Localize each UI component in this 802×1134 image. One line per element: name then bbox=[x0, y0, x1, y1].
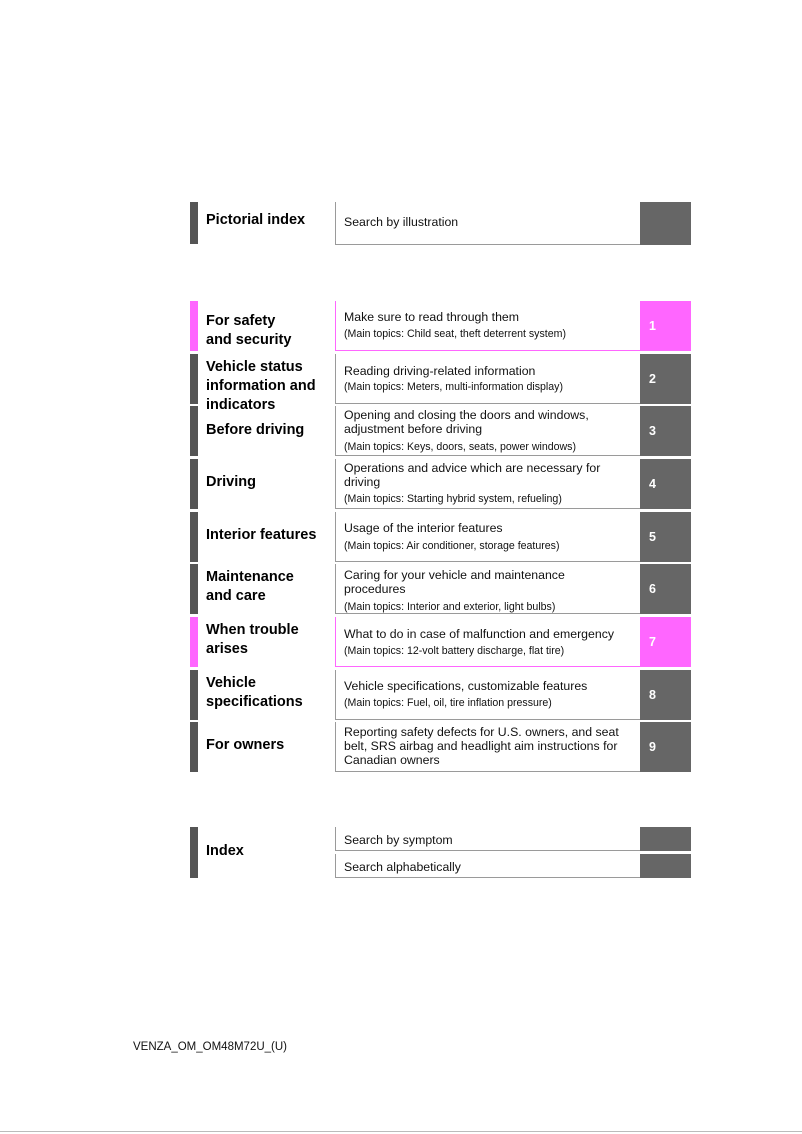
chapter-description: Caring for your vehicle and maintenance procedures bbox=[344, 568, 565, 596]
chapter-tab-9[interactable]: 9 bbox=[640, 722, 691, 772]
chapter-description-box[interactable] bbox=[335, 564, 640, 614]
chapter-main-topics: (Main topics: Starting hybrid system, refueling) bbox=[344, 493, 562, 505]
chapter-main-topics: (Main topics: Keys, doors, seats, power windows) bbox=[344, 441, 576, 453]
chapter-bar bbox=[190, 406, 198, 456]
index-tab-alphabetical[interactable] bbox=[640, 854, 691, 878]
chapter-description-box[interactable] bbox=[335, 301, 640, 351]
chapter-bar bbox=[190, 617, 198, 667]
chapter-description: Reporting safety defects for U.S. owners, and seat belt, SRS airbag and headlight aim instructions for Canadian owners bbox=[344, 725, 619, 767]
chapter-tab-8[interactable]: 8 bbox=[640, 670, 691, 720]
chapter-tab-1[interactable]: 1 bbox=[640, 301, 691, 351]
chapter-bar bbox=[190, 301, 198, 351]
chapter-title[interactable]: When trouble arises bbox=[206, 622, 299, 657]
chapter-description: What to do in case of malfunction and emergency bbox=[344, 627, 614, 641]
chapter-bar bbox=[190, 564, 198, 614]
chapter-tab-2[interactable]: 2 bbox=[640, 354, 691, 404]
chapter-title[interactable]: Maintenance and care bbox=[206, 569, 294, 604]
chapter-description-box[interactable] bbox=[335, 406, 640, 456]
chapter-description: Reading driving-related information bbox=[344, 364, 536, 378]
chapter-description-box[interactable] bbox=[335, 512, 640, 562]
chapter-bar bbox=[190, 354, 198, 404]
chapter-tab-5[interactable]: 5 bbox=[640, 512, 691, 562]
chapter-tab-3[interactable]: 3 bbox=[640, 406, 691, 456]
pictorial-index-title[interactable]: Pictorial index bbox=[206, 212, 306, 228]
chapter-main-topics: (Main topics: Interior and exterior, light bulbs) bbox=[344, 601, 556, 613]
index-item-symptom[interactable] bbox=[335, 827, 640, 851]
pictorial-index-box[interactable] bbox=[335, 202, 640, 245]
chapter-tab-6[interactable]: 6 bbox=[640, 564, 691, 614]
chapter-bar bbox=[190, 512, 198, 562]
index-item-symptom-label: Search by symptom bbox=[344, 833, 453, 847]
chapter-bar bbox=[190, 459, 198, 509]
chapter-main-topics: (Main topics: Meters, multi-information display) bbox=[344, 381, 564, 393]
chapter-title[interactable]: For safety and security bbox=[206, 313, 292, 348]
chapter-bar bbox=[190, 722, 198, 772]
chapter-bar bbox=[190, 670, 198, 720]
chapter-main-topics: (Main topics: Fuel, oil, tire inflation pressure) bbox=[344, 697, 552, 709]
chapter-main-topics: (Main topics: Child seat, theft deterrent system) bbox=[344, 328, 566, 340]
chapter-title[interactable]: Before driving bbox=[206, 422, 305, 438]
chapter-description: Vehicle specifications, customizable features bbox=[344, 679, 588, 693]
index-title[interactable]: Index bbox=[206, 843, 244, 859]
pictorial-index-desc: Search by illustration bbox=[344, 215, 459, 229]
chapter-description-box[interactable] bbox=[335, 459, 640, 509]
chapter-tab-4[interactable]: 4 bbox=[640, 459, 691, 509]
chapter-description: Make sure to read through them bbox=[344, 310, 519, 324]
pictorial-index-tab[interactable] bbox=[640, 202, 691, 245]
chapter-title[interactable]: Vehicle specifications bbox=[206, 675, 303, 710]
chapter-description-box[interactable] bbox=[335, 670, 640, 720]
chapter-tab-7[interactable]: 7 bbox=[640, 617, 691, 667]
index-bar bbox=[190, 827, 198, 878]
chapter-description-box[interactable] bbox=[335, 722, 640, 772]
chapter-main-topics: (Main topics: Air conditioner, storage features) bbox=[344, 540, 560, 552]
chapter-description-box[interactable] bbox=[335, 354, 640, 404]
chapter-main-topics: (Main topics: 12-volt battery discharge, flat tire) bbox=[344, 645, 565, 657]
pictorial-index-bar bbox=[190, 202, 198, 244]
chapter-title[interactable]: For owners bbox=[206, 737, 285, 753]
chapter-description: Usage of the interior features bbox=[344, 521, 503, 535]
chapter-title[interactable]: Interior features bbox=[206, 527, 317, 543]
chapter-title[interactable]: Vehicle status information and indicators bbox=[206, 359, 316, 413]
chapter-description: Opening and closing the doors and windows, adjustment before driving bbox=[344, 408, 589, 436]
index-tab-symptom[interactable] bbox=[640, 827, 691, 851]
index-item-alphabetical-label: Search alphabetically bbox=[344, 860, 461, 874]
chapter-title[interactable]: Driving bbox=[206, 474, 256, 490]
chapter-description-box[interactable] bbox=[335, 617, 640, 667]
chapter-description: Operations and advice which are necessary for driving bbox=[344, 461, 601, 489]
document-code: VENZA_OM_OM48M72U_(U) bbox=[133, 1041, 288, 1053]
index-item-alphabetical[interactable] bbox=[335, 854, 640, 878]
page-bottom-rule bbox=[0, 1131, 802, 1132]
